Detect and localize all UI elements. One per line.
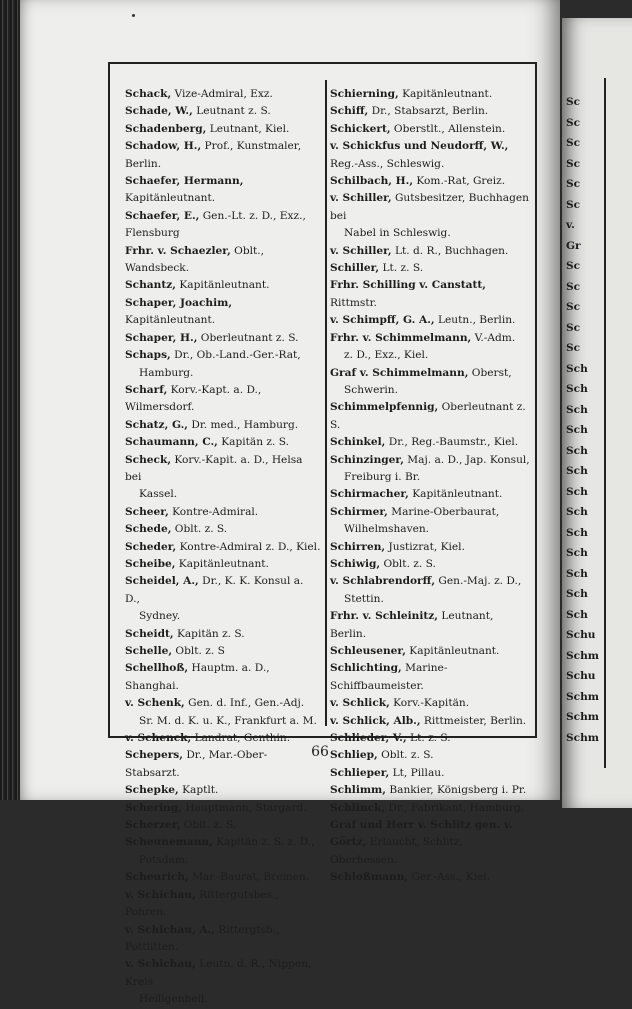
entry-details: Kapitänleutnant. (409, 645, 500, 657)
directory-entry (330, 121, 530, 138)
column-divider (325, 80, 327, 726)
next-page-fragment: Schu (566, 629, 596, 641)
entry-name: Frhr. v. Schaezler, (125, 244, 231, 257)
entry-name: Schinkel, (330, 436, 386, 449)
directory-entry (330, 713, 530, 730)
entry-name: Scheurich, (125, 871, 189, 884)
entry-name: Schatz, G., (125, 418, 188, 431)
entry-details: Dr., Reg.-Baumstr., Kiel. (388, 436, 519, 449)
directory-entry (330, 869, 530, 886)
entry-details: Lt. z. S. (382, 262, 424, 275)
directory-entry (125, 243, 321, 278)
entry-details-continued: Stettin. (344, 592, 384, 605)
directory-entry (330, 643, 530, 660)
directory-entry (330, 730, 530, 747)
directory-entry (125, 626, 321, 643)
entry-details-continued: Kassel. (139, 488, 178, 501)
directory-entry (330, 243, 530, 260)
directory-entry (125, 695, 321, 730)
directory-entry (330, 173, 530, 190)
entry-name: Schilbach, H., (330, 175, 414, 188)
entry-details: Gen. d. Inf., Gen.-Adj. (188, 697, 305, 710)
entry-details: Leutn., Berlin. (438, 314, 516, 327)
entry-name: Schaefer, E., (125, 209, 200, 222)
entry-name: v. Schichau, (125, 888, 196, 901)
directory-entry (330, 817, 530, 869)
directory-entry (330, 486, 530, 503)
entry-name: Schinzinger, (330, 453, 404, 466)
directory-entry (330, 190, 530, 242)
entry-details: Hauptmann, Stargard. (185, 801, 307, 814)
directory-entry (125, 208, 321, 243)
next-page-fragment: Sc (566, 157, 581, 170)
directory-entry (125, 747, 321, 782)
entry-name: Schimmelpfennig, (330, 401, 439, 414)
directory-entry (125, 347, 321, 382)
directory-entry (330, 573, 530, 608)
entry-name: Scherzer, (125, 819, 181, 832)
entry-name: Graf v. Schimmelmann, (330, 366, 469, 379)
entry-details: Prof., Kunstmaler, Berlin. (125, 140, 302, 170)
next-page-fragment: Sc (566, 116, 581, 129)
entry-name: v. Schichau, (125, 958, 196, 971)
entry-details: Oblt. z. S. (383, 557, 436, 570)
directory-entry (330, 277, 530, 312)
directory-entry (330, 365, 530, 400)
directory-entry (330, 608, 530, 643)
entry-name: Schlichting, (330, 662, 402, 675)
entry-name: Schaper, Joachim, (125, 296, 233, 309)
entry-details: Korv.-Kapit. a. D., Helsa bei (125, 453, 303, 483)
entry-details: Leutn. d. R., Nippen, Kreis (125, 958, 312, 988)
directory-entry (125, 887, 321, 922)
entry-name: Schaps, (125, 349, 171, 362)
entry-name: Schirmacher, (330, 488, 409, 501)
directory-entry (330, 747, 530, 764)
next-page-fragment: Sch (566, 383, 588, 395)
next-page-fragment: Schm (566, 690, 600, 703)
entry-name: Scharf, (125, 383, 168, 396)
entry-name: Schiff, (330, 105, 369, 118)
next-page-fragment: Sc (566, 96, 581, 108)
entry-name: Scheibe, (125, 557, 176, 570)
directory-entry (125, 834, 321, 869)
next-page-fragment: Sch (566, 403, 588, 416)
entry-name: Scheer, (125, 505, 169, 518)
entry-details-continued: Nabel in Schleswig. (344, 227, 451, 240)
entry-name: Schepke, (125, 784, 179, 797)
entry-details: Lt. d. R., Buchhagen. (394, 244, 509, 257)
entry-name: Schelle, (125, 645, 173, 657)
next-page-fragment: Sch (566, 506, 588, 518)
directory-entry (125, 956, 321, 1008)
entry-details-continued: Sr. M. d. K. u. K., Frankfurt a. M. (139, 714, 317, 727)
entry-details: Marine-Schiffbaumeister. (330, 662, 448, 692)
directory-entry (125, 434, 321, 451)
entry-details: Justizrat, Kiel. (388, 540, 465, 553)
entry-details: Oberleutnant z. S. (200, 331, 299, 344)
entry-name: Schlimm, (330, 784, 386, 797)
entry-details: Leutnant z. S. (196, 105, 271, 118)
directory-entry (125, 86, 321, 103)
entry-details: Kaptlt. (182, 784, 219, 797)
entry-name: Schering, (125, 801, 182, 814)
directory-entry (125, 922, 321, 957)
entry-details-continued: Wilhelmshaven. (344, 523, 430, 536)
next-page-fragment: Gr (566, 239, 581, 252)
entry-details: Leutnant, Kiel. (209, 122, 290, 135)
next-page-frame-line (604, 78, 606, 768)
directory-entry (125, 556, 321, 573)
entry-name: Schiller, (330, 262, 380, 275)
entry-details-continued: Sydney. (139, 610, 181, 623)
entry-details: Kapitänleutnant. (402, 88, 493, 100)
directory-entry (330, 695, 530, 712)
entry-name: Schede, (125, 523, 172, 536)
directory-entry (125, 382, 321, 417)
entry-details: Oberleutnant z. S. (330, 401, 526, 431)
next-page-fragment: Sc (566, 301, 581, 313)
entry-details: Lt. z. S. (410, 732, 451, 745)
entry-details: Kapitänleutnant. (179, 279, 270, 292)
entry-name: Schadenberg, (125, 122, 207, 135)
entry-details: Rittergutsbes., Pohren. (125, 888, 279, 919)
entry-name: Schade, W., (125, 105, 193, 118)
entry-details: Oblt. z. S. (183, 819, 237, 832)
entry-name: Schickert, (330, 122, 391, 135)
entry-name: Schlieder, V., (330, 732, 407, 745)
next-page-fragment: Schm (566, 711, 600, 723)
entry-details: V.-Adm. (474, 331, 516, 344)
directory-entry (125, 121, 321, 138)
next-page-fragment: Sc (566, 178, 581, 190)
entry-details: Korv.-Kapitän. (393, 697, 470, 710)
next-page-fragment: Sch (566, 588, 588, 600)
entry-details: Bankier, Königsberg i. Pr. (389, 784, 527, 797)
directory-entry (125, 660, 321, 695)
entry-name: Scheder, (125, 540, 177, 553)
entry-details-continued: Schwerin. (344, 383, 398, 396)
entry-details: Rittergtsb., Pottlitten. (125, 923, 280, 953)
directory-entry (125, 138, 321, 173)
entry-details: Erlaucht, Schlitz, Oberhessen. (330, 836, 463, 866)
entry-details: Kapitänleutnant. (178, 557, 269, 570)
entry-name: Frhr. v. Schimmelmann, (330, 331, 472, 344)
entry-details: Landrat, Genthin. (194, 732, 291, 745)
entry-name: v. Schenk, (125, 697, 185, 710)
next-page-edge (562, 18, 632, 808)
next-page-fragment: Sc (566, 198, 581, 211)
next-page-fragment: Sch (566, 362, 588, 375)
entry-name: v. Schenck, (125, 732, 192, 745)
page-number: 66 (311, 744, 329, 760)
entry-details: Korv.-Kapt. a. D., Wilmersdorf. (125, 383, 262, 414)
entry-name: v. Schichau, A., (125, 923, 215, 936)
entry-name: Schlieper, (330, 766, 390, 779)
directory-entry (125, 277, 321, 294)
directory-entry (330, 660, 530, 695)
entry-details-continued: Potsdam. (139, 853, 189, 866)
entry-details: Mar.-Baurat, Bremen. (192, 871, 310, 884)
entry-name: Schellhoß, (125, 662, 189, 675)
entry-name: Schepers, (125, 749, 183, 762)
next-page-fragment: Sch (566, 547, 588, 559)
entry-name: Schack, (125, 88, 172, 100)
next-page-fragment: Sch (566, 567, 588, 580)
entry-name: Schierning, (330, 88, 399, 100)
next-page-fragment: Sc (566, 280, 581, 293)
directory-entry (125, 417, 321, 434)
directory-entry (125, 504, 321, 521)
next-page-fragment: Sch (566, 526, 588, 539)
entry-details: Dr. med., Hamburg. (191, 418, 299, 431)
entry-details: Kom.-Rat, Greiz. (416, 175, 506, 188)
directory-entry (125, 800, 321, 817)
entry-details: Rittmstr. (330, 296, 377, 309)
entry-details-continued: Hamburg. (139, 366, 194, 379)
entry-name: v. Schlabrendorff, (330, 575, 436, 588)
entry-name: v. Schiller, (330, 192, 392, 205)
next-page-fragment: Sc (566, 342, 581, 354)
next-page-fragment: Sc (566, 260, 581, 272)
directory-entry (330, 399, 530, 434)
entry-details-continued: Heiligenbeil. (139, 993, 208, 1006)
entry-details: Dr., K. K. Konsul a. D., (125, 575, 304, 605)
entry-name: v. Schimpff, G. A., (330, 314, 435, 327)
next-page-fragment: Schu (566, 670, 596, 682)
directory-entry (330, 765, 530, 782)
directory-entry (125, 869, 321, 886)
entry-details: Rittmeister, Berlin. (423, 714, 527, 727)
next-page-fragment: Sc (566, 137, 581, 149)
entry-details: Oberstlt., Allenstein. (393, 122, 506, 135)
directory-entry (125, 539, 321, 556)
entry-details: Kapitänleutnant. (125, 192, 216, 205)
entry-name: v. Schlick, (330, 697, 390, 710)
right-column-entries (330, 86, 530, 887)
entry-details: Oblt. z. S. (174, 523, 228, 536)
directory-entry (330, 452, 530, 487)
directory-entry (125, 730, 321, 747)
entry-details: Gen.-Lt. z. D., Exz., Flensburg (125, 209, 306, 240)
next-page-fragment: Sc (566, 321, 581, 334)
entry-name: Scheidel, A., (125, 575, 199, 588)
directory-entry (330, 138, 530, 173)
entry-details: Oblt., Wandsbeck. (125, 244, 264, 275)
directory-entry (125, 782, 321, 799)
entry-name: Scheidt, (125, 627, 174, 640)
entry-details: Kapitän z. S. (176, 627, 245, 640)
entry-name: Frhr. v. Schleinitz, (330, 610, 438, 623)
entry-name: Schaefer, Hermann, (125, 175, 244, 188)
entry-name: Schantz, (125, 279, 176, 292)
entry-name: v. Schickfus und Neudorff, W., (330, 140, 509, 153)
next-page-fragment: Schm (566, 649, 600, 662)
next-page-fragment: Sch (566, 465, 588, 477)
directory-entry (125, 295, 321, 330)
next-page-fragment: Sch (566, 444, 588, 457)
entry-details-continued: Freiburg i. Br. (344, 470, 421, 483)
next-page-fragment: v. (566, 219, 575, 231)
entry-details-continued: z. D., Exz., Kiel. (344, 349, 429, 362)
paper-speck (132, 14, 135, 17)
entry-name: Schirmer, (330, 505, 388, 518)
directory-entry (330, 330, 530, 365)
entry-details: Marine-Oberbaurat, (391, 505, 500, 518)
entry-details: Dr., Mar.-Ober-Stabsarzt. (125, 749, 268, 779)
directory-entry (125, 573, 321, 625)
entry-details: Kontre-Admiral z. D., Kiel. (179, 540, 321, 553)
entry-details: Kontre-Admiral. (172, 505, 259, 518)
entry-name: v. Schiller, (330, 244, 392, 257)
left-column-entries (125, 86, 321, 1009)
entry-details: Leutnant, Berlin. (330, 610, 494, 640)
entry-name: Schirren, (330, 540, 386, 553)
entry-details: Oberst, (471, 366, 512, 379)
next-page-fragment: Schm (566, 731, 600, 744)
entry-details: Lt, Pillau. (392, 766, 445, 779)
entry-name: Graf und Herr v. Schlitz gen. v. Görtz, (330, 819, 513, 849)
directory-entry (125, 103, 321, 120)
entry-name: Schadow, H., (125, 140, 202, 153)
directory-entry (330, 103, 530, 120)
entry-details: Kapitänleutnant. (412, 488, 503, 501)
entry-details: Dr., Stabsarzt, Berlin. (371, 105, 489, 118)
directory-entry (125, 643, 321, 660)
directory-entry (125, 330, 321, 347)
entry-details: Kapitän z. S. z. D., (216, 836, 315, 849)
entry-details: Maj. a. D., Jap. Konsul, (407, 453, 530, 466)
entry-name: v. Schlick, Alb., (330, 714, 421, 727)
directory-entry (330, 539, 530, 556)
entry-name: Schliep, (330, 749, 378, 762)
entry-details: Gen.-Maj. z. D., (438, 575, 522, 588)
entry-name: Schloßmann, (330, 871, 409, 884)
entry-name: Schiwig, (330, 557, 381, 570)
entry-name: Schaper, H., (125, 331, 198, 344)
entry-details: Oblt. z. S. (381, 749, 434, 762)
entry-details: Gutsbesitzer, Buchhagen bei (330, 192, 529, 222)
entry-name: Schaumann, C., (125, 436, 218, 449)
entry-name: Frhr. Schilling v. Canstatt, (330, 279, 486, 292)
directory-entry (125, 452, 321, 504)
directory-entry (330, 434, 530, 451)
entry-details: Dr., Fabrikant, Hamburg. (388, 801, 525, 814)
entry-details: Oblt. z. S (175, 645, 225, 657)
directory-entry (125, 173, 321, 208)
next-page-fragment: Sch (566, 424, 588, 436)
directory-entry (330, 86, 530, 103)
entry-name: Schleusener, (330, 645, 406, 657)
entry-details: Hauptm. a. D., Shanghai. (125, 662, 270, 692)
entry-details: Dr., Ob.-Land.-Ger.-Rat, (174, 349, 301, 362)
entry-details: Ger.-Ass., Kiel. (411, 871, 491, 884)
entry-name: Scheunemann, (125, 836, 213, 849)
directory-entry (330, 504, 530, 539)
directory-entry (330, 800, 530, 817)
entry-name: Scheck, (125, 453, 172, 466)
entry-name: Schlinck, (330, 801, 386, 814)
next-page-fragment: Sch (566, 608, 588, 621)
entry-details: Vize-Admiral, Exz. (174, 88, 273, 100)
directory-entry (330, 312, 530, 329)
entry-details: Reg.-Ass., Schleswig. (330, 157, 445, 170)
next-page-fragment: Sch (566, 485, 588, 498)
directory-entry (125, 521, 321, 538)
directory-entry (125, 817, 321, 834)
directory-entry (330, 782, 530, 799)
directory-entry (330, 556, 530, 573)
entry-details: Kapitänleutnant. (125, 314, 216, 327)
directory-entry (330, 260, 530, 277)
entry-details: Kapitän z. S. (221, 436, 289, 449)
